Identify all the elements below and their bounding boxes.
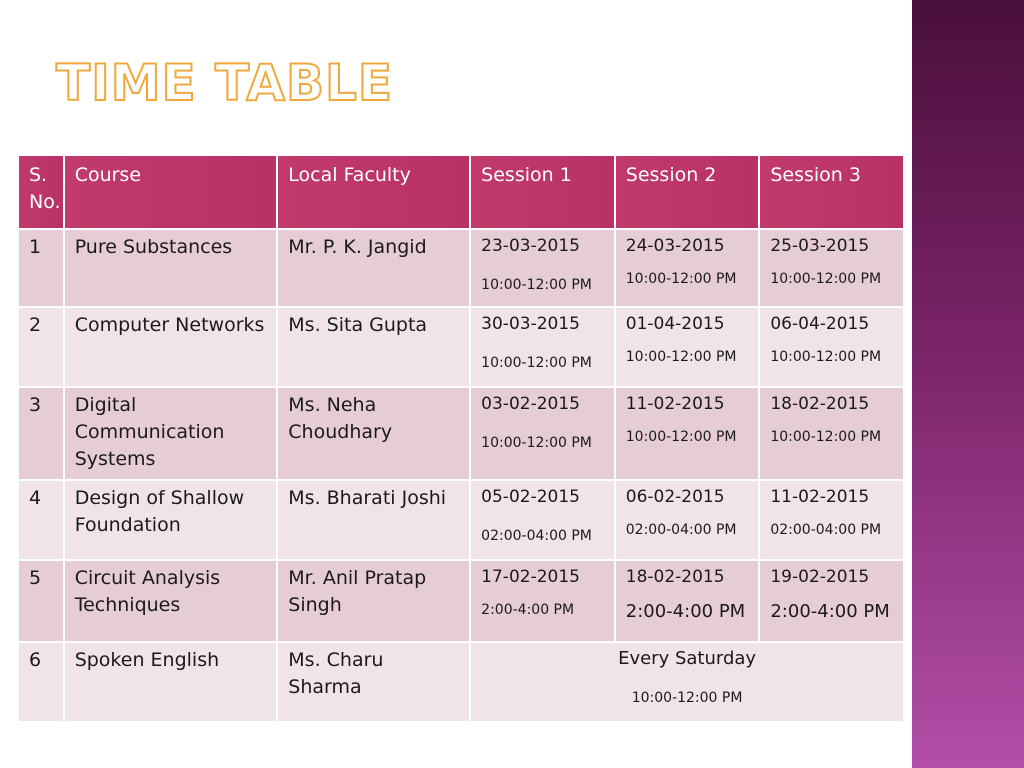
table-row	[19, 388, 903, 479]
table-row	[19, 561, 903, 641]
session-date: 06-02-2015	[625, 487, 725, 507]
row-number: 4	[19, 481, 63, 559]
row-number: 5	[19, 561, 63, 641]
course-name: Circuit Analysis Techniques	[65, 561, 277, 641]
session-date: 24-03-2015	[625, 236, 725, 256]
session-time: 02:00-04:00 PM	[625, 522, 737, 538]
session-cell	[616, 561, 759, 641]
session-time: 10:00-12:00 PM	[481, 355, 592, 371]
session-recurrence: Every Saturday	[618, 648, 757, 669]
course-name: Digital Communication Systems	[65, 388, 277, 479]
header-session-1: Session 1	[471, 156, 614, 228]
table-row	[19, 643, 903, 721]
session-time: 2:00-4:00 PM	[481, 602, 575, 618]
header-course: Course	[65, 156, 277, 228]
session-date: 01-04-2015	[625, 314, 725, 334]
decorative-side-bar	[912, 0, 1024, 768]
session-date: 11-02-2015	[625, 394, 725, 414]
page-title: TIME TABLE	[56, 54, 394, 112]
course-name: Computer Networks	[65, 308, 277, 386]
session-cell	[471, 481, 614, 559]
faculty-name: Mr. P. K. Jangid	[278, 230, 469, 306]
session-cell-every-saturday	[471, 643, 903, 721]
faculty-name: Ms. Bharati Joshi	[278, 481, 469, 559]
course-name: Pure Substances	[65, 230, 277, 306]
session-cell	[760, 388, 903, 479]
header-session-3: Session 3	[760, 156, 903, 228]
session-time: 10:00-12:00 PM	[481, 277, 592, 293]
session-time: 2:00-4:00 PM	[770, 601, 890, 622]
session-date: 25-03-2015	[770, 236, 870, 256]
session-cell	[471, 308, 614, 386]
session-date: 05-02-2015	[481, 487, 580, 507]
session-date: 18-02-2015	[770, 394, 870, 414]
faculty-name: Mr. Anil Pratap Singh	[278, 561, 469, 641]
session-date: 17-02-2015	[481, 567, 580, 587]
session-date: 06-04-2015	[770, 314, 870, 334]
session-time: 2:00-4:00 PM	[625, 601, 746, 622]
session-cell	[616, 308, 759, 386]
session-time: 10:00-12:00 PM	[631, 690, 743, 706]
session-date: 11-02-2015	[770, 487, 870, 507]
session-cell	[760, 230, 903, 306]
session-time: 10:00-12:00 PM	[625, 349, 737, 365]
row-number: 3	[19, 388, 63, 479]
session-cell	[616, 481, 759, 559]
course-name: Spoken English	[65, 643, 277, 721]
session-cell	[616, 388, 759, 479]
faculty-name: Ms. Sita Gupta	[278, 308, 469, 386]
session-time: 10:00-12:00 PM	[770, 349, 882, 365]
session-cell	[760, 561, 903, 641]
session-cell	[760, 308, 903, 386]
session-cell	[471, 388, 614, 479]
session-time: 10:00-12:00 PM	[625, 271, 737, 287]
session-cell	[471, 561, 614, 641]
session-cell	[471, 230, 614, 306]
session-date: 18-02-2015	[625, 567, 725, 587]
session-time: 10:00-12:00 PM	[770, 429, 882, 445]
session-time: 10:00-12:00 PM	[770, 271, 882, 287]
session-date: 23-03-2015	[481, 236, 580, 256]
row-number: 1	[19, 230, 63, 306]
session-time: 02:00-04:00 PM	[481, 528, 592, 544]
row-number: 6	[19, 643, 63, 721]
session-date: 19-02-2015	[770, 567, 870, 587]
course-name: Design of Shallow Foundation	[65, 481, 277, 559]
session-date: 30-03-2015	[481, 314, 580, 334]
header-row	[19, 156, 903, 228]
row-number: 2	[19, 308, 63, 386]
table-row	[19, 230, 903, 306]
session-time: 02:00-04:00 PM	[770, 522, 882, 538]
session-time: 10:00-12:00 PM	[625, 429, 737, 445]
session-time: 10:00-12:00 PM	[481, 435, 592, 451]
header-session-2: Session 2	[616, 156, 759, 228]
header-sno: S. No.	[19, 156, 63, 228]
timetable	[17, 154, 905, 723]
table-row	[19, 308, 903, 386]
session-date: 03-02-2015	[481, 394, 580, 414]
table-row	[19, 481, 903, 559]
session-cell	[616, 230, 759, 306]
session-cell	[760, 481, 903, 559]
header-faculty: Local Faculty	[278, 156, 469, 228]
faculty-name: Ms. Charu Sharma	[278, 643, 469, 721]
faculty-name: Ms. Neha Choudhary	[278, 388, 469, 479]
